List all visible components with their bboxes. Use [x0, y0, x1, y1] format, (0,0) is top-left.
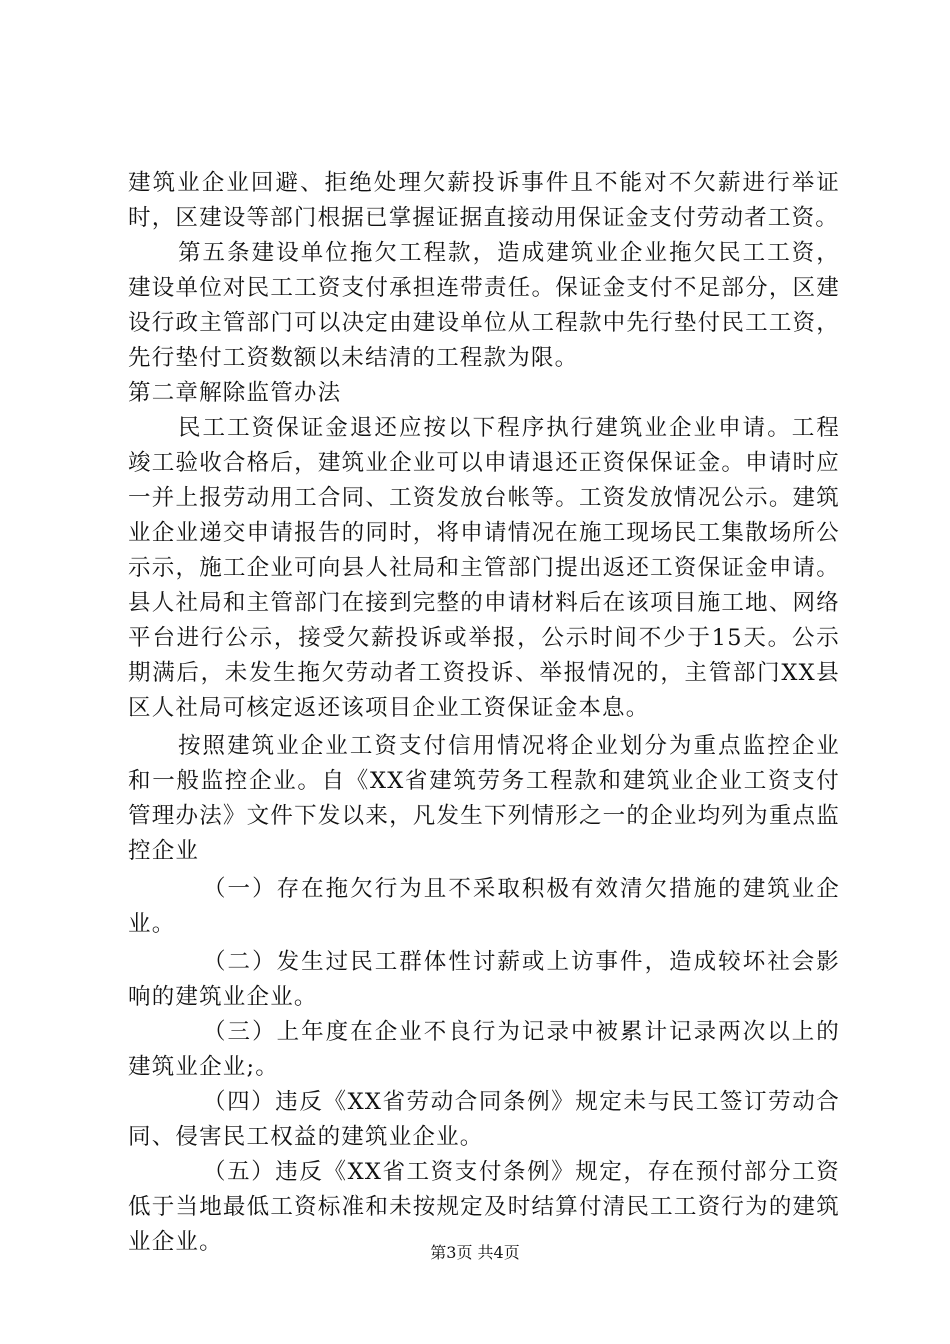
- paragraph-refund-procedure: 民工工资保证金退还应按以下程序执行建筑业企业申请。工程竣工验收合格后，建筑业企业可以申请退还正资保保证金。申请时应一并上报劳动用工合同、工资发放台帐等。工资发放情况公示。建筑业企业递交申请报告的同时，将申请情况在施工现场民工集散场所公示示，施工企业可向县人社局和主管部门提出返还工资保证金申请。县人社局和主管部门在接到完整的申请材料后在该项目施工地、网络平台进行公示，接受欠薪投诉或举报，公示时间不少于15天。公示期满后，未发生拖欠劳动者工资投诉、举报情况的，主管部门XX县区人社局可核定返还该项目企业工资保证金本息。: [128, 415, 840, 721]
- list-item-2: （二）发生过民工群体性讨薪或上访事件，造成较坏社会影响的建筑业企业。: [128, 949, 840, 1010]
- page-footer: 第3页 共4页: [430, 1243, 520, 1262]
- document-body: [128, 166, 840, 1260]
- list-item-4: （四）违反《XX省劳动合同条例》规定未与民工签订劳动合同、侵害民工权益的建筑业企业。: [128, 1089, 840, 1150]
- chapter-heading: 第二章解除监管办法: [128, 380, 342, 406]
- list-item-3: （三）上年度在企业不良行为记录中被累计记录两次以上的建筑业企业;。: [128, 1019, 840, 1080]
- list-item-1: （一）存在拖欠行为且不采取积极有效清欠措施的建筑业企业。: [128, 876, 840, 937]
- list-item-5: （五）违反《XX省工资支付条例》规定，存在预付部分工资低于当地最低工资标准和未按规定及时结算付清民工工资行为的建筑业企业。: [128, 1159, 840, 1255]
- paragraph-credit-classification: 按照建筑业企业工资支付信用情况将企业划分为重点监控企业和一般监控企业。自《XX省建筑劳务工程款和建筑业企业工资支付管理办法》文件下发以来，凡发生下列情形之一的企业均列为重点监控企业: [128, 733, 840, 864]
- paragraph-continuation: 建筑业企业回避、拒绝处理欠薪投诉事件且不能对不欠薪进行举证时，区建设等部门根据已掌握证据直接动用保证金支付劳动者工资。: [128, 170, 840, 231]
- paragraph-article-5: 第五条建设单位拖欠工程款，造成建筑业企业拖欠民工工资，建设单位对民工工资支付承担连带责任。保证金支付不足部分，区建设行政主管部门可以决定由建设单位从工程款中先行垫付民工工资，先行垫付工资数额以未结清的工程款为限。: [128, 240, 840, 371]
